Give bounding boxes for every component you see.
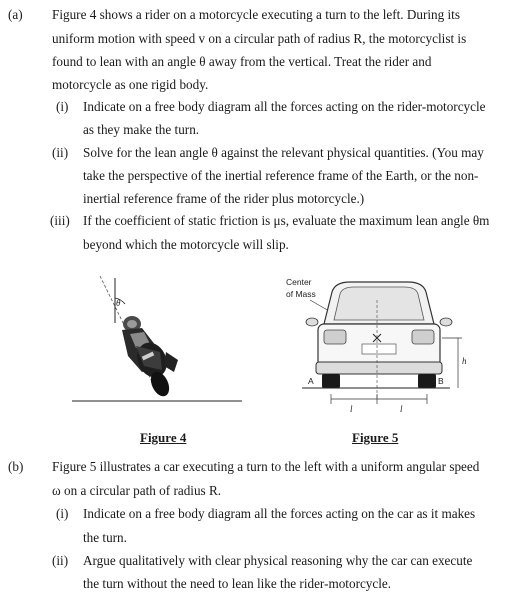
text-line: uniform motion with speed v on a circular path of radius R, the motorcyclist is	[52, 31, 467, 46]
figure-5-car	[280, 270, 480, 420]
text-line: ω on a circular path of radius R.	[52, 483, 222, 498]
text-line: If the coefficient of static friction is μs, evaluate the maximum lean angle θm	[83, 213, 490, 228]
figure-4-motorcycle	[70, 268, 250, 408]
text-line: Figure 5 illustrates a car executing a turn to the left with a uniform angular speed	[52, 459, 480, 474]
figure-5-caption: Figure 5	[352, 430, 399, 445]
text-line: Indicate on a free body diagram all the forces acting on the car as it makes	[83, 506, 476, 521]
text-line: Argue qualitatively with clear physical reasoning why the car can execute	[83, 553, 473, 568]
text-line: inertial reference frame of the rider plus motorcycle.)	[83, 191, 365, 206]
text-line: Figure 4 shows a rider on a motorcycle executing a turn to the left. During its	[52, 7, 460, 22]
item-marker: (iii)	[50, 213, 70, 228]
item-marker: (i)	[56, 506, 69, 521]
angle-label: θ	[116, 298, 121, 308]
text-line: motorcycle as one rigid body.	[52, 77, 209, 92]
text-line: beyond which the motorcycle will slip.	[83, 237, 289, 252]
half-track-label-left: l	[350, 404, 353, 414]
half-track-label-right: l	[400, 404, 403, 414]
center-of-mass-label: of Mass	[286, 289, 316, 299]
center-of-mass-label: Center	[286, 277, 312, 287]
text-line: the turn.	[83, 530, 127, 545]
part-b-marker: (b)	[8, 459, 24, 474]
motorcycle-rider-silhouette	[122, 316, 178, 399]
figure-4-caption: Figure 4	[140, 430, 187, 445]
car-body	[306, 282, 452, 388]
wheel-a-label: A	[308, 376, 314, 386]
part-a-marker: (a)	[8, 7, 23, 22]
wheel-b-label: B	[438, 376, 444, 386]
item-marker: (ii)	[52, 553, 69, 568]
text-line: Indicate on a free body diagram all the forces acting on the rider-motorcycle	[83, 99, 486, 114]
text-line: take the perspective of the inertial reference frame of the Earth, or the non-	[83, 168, 479, 183]
item-marker: (i)	[56, 99, 69, 114]
item-marker: (ii)	[52, 145, 69, 160]
text-line: the turn without the need to lean like the rider-motorcycle.	[83, 576, 392, 591]
text-line: Solve for the lean angle θ against the relevant physical quantities. (You may	[83, 145, 484, 160]
text-line: found to lean with an angle θ away from the vertical. Treat the rider and	[52, 54, 432, 69]
height-label: h	[462, 356, 467, 366]
text-line: as they make the turn.	[83, 122, 200, 137]
